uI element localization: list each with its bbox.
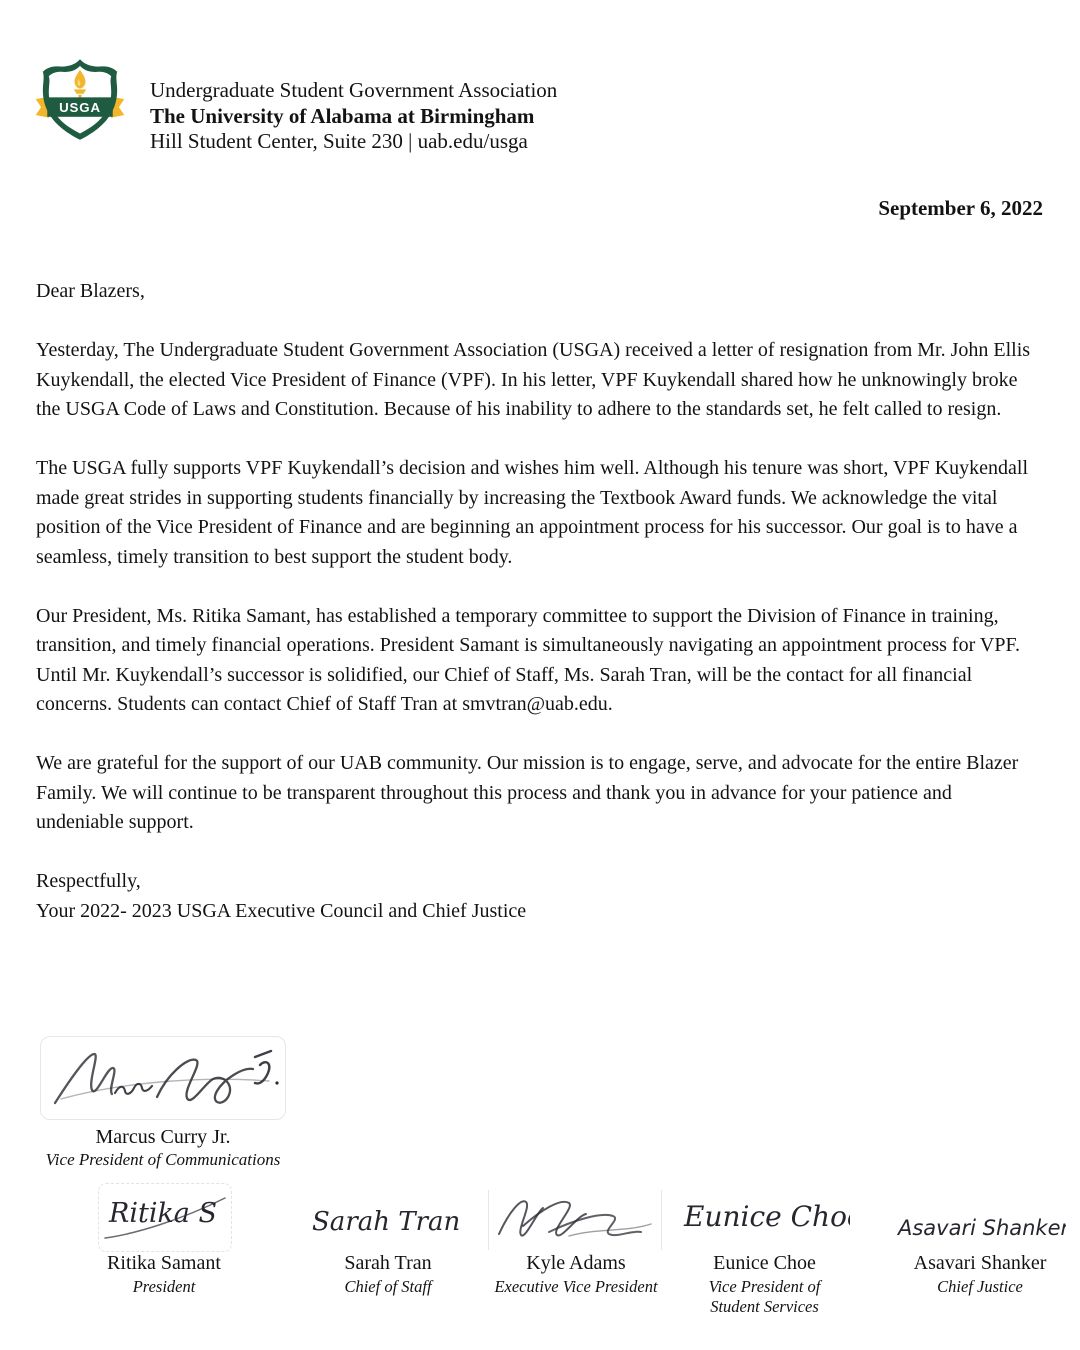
- signatory-block-kyle-adams: [466, 1252, 686, 1297]
- letterhead: [150, 78, 557, 155]
- signature-autograph-asavari-shanker: [896, 1208, 1066, 1246]
- paragraph-1: Yesterday, The Undergraduate Student Government Association (USGA) received a letter of resignation from Mr. John Ellis Kuykendall, the elected Vice President of Finance (VPF). In his letter, VPF Kuykendall shared how he unknowingly broke the USGA Code of Laws and Constitution. Because of his inability to adhere to the standards set, he felt called to resign.: [36, 339, 1031, 420]
- signatory-name-marcus-curry: Marcus Curry Jr.: [95, 1126, 231, 1148]
- usga-shield-logo: [34, 56, 126, 144]
- signatory-block-ritika-samant: [64, 1252, 264, 1297]
- signature-scrawl-marcus-curry: [41, 1037, 286, 1119]
- closing-line: Respectfully,: [36, 870, 141, 892]
- signature-image-eunice-choe: [680, 1192, 850, 1247]
- org-name-line: Undergraduate Student Government Association: [150, 78, 558, 102]
- signatory-block-asavari-shanker: [880, 1252, 1080, 1297]
- autograph-text-ritika: Ritika S: [109, 1198, 217, 1229]
- signatory-title: Executive Vice President: [494, 1277, 658, 1296]
- paragraph-3: Our President, Ms. Ritika Samant, has established a temporary committee to support the Division of Finance in training, transition, and timely financial operations. President Samant is simultaneously navigating an appointment process for VPF. Until Mr. Kuykendall’s successor is solidified, our Chief of Staff, Ms. Sarah Tran, will be the contact for all financial concerns. Students can contact Chief of Staff Tran at smvtran@uab.edu.: [36, 604, 1020, 715]
- autograph-text-sarah: Sarah Tran: [312, 1207, 461, 1237]
- signature-image-kyle-adams: [488, 1190, 662, 1250]
- signatory-title: Chief of Staff: [344, 1277, 432, 1296]
- closing-block: [36, 867, 1044, 926]
- autograph-text-eunice: Eunice Choe: [684, 1200, 850, 1233]
- paragraph-2: The USGA fully supports VPF Kuykendall’s decision and wishes him well. Although his tenure was short, VPF Kuykendall made great strides in supporting students financially by increasing the Textbook Award funds. We acknowledge the vital position of the Vice President of Finance and are beginning an appointment process for his successor. Our goal is to have a seamless, timely transition to best support the student body.: [36, 457, 1029, 568]
- address-line: Hill Student Center, Suite 230 | uab.edu/usga: [150, 129, 528, 153]
- logo-acronym: USGA: [59, 99, 101, 115]
- signature-image-marcus-curry: [40, 1036, 286, 1120]
- signatory-name: Sarah Tran: [344, 1252, 432, 1274]
- signature-image-ritika-samant: [98, 1183, 232, 1252]
- signature-image-asavari-shanker: [896, 1208, 1066, 1251]
- autograph-text-asavari: Asavari Shanker: [898, 1216, 1066, 1240]
- date-line: September 6, 2022: [878, 196, 1043, 220]
- signature-autograph-sarah-tran: [306, 1198, 466, 1244]
- closing-signoff-line: Your 2022- 2023 USGA Executive Council and Chief Justice: [36, 899, 527, 922]
- signatory-title: Vice President of Student Services: [708, 1277, 821, 1316]
- signatory-block-sarah-tran: [288, 1252, 488, 1297]
- signatory-title-marcus-curry: Vice President of Communications: [45, 1150, 281, 1169]
- letter-body: [36, 277, 1044, 926]
- salutation: Dear Blazers,: [36, 280, 145, 302]
- signatory-title: President: [132, 1277, 196, 1296]
- signature-autograph-eunice-choe: [680, 1192, 850, 1242]
- university-line: The University of Alabama at Birmingham: [150, 103, 535, 128]
- signature-image-sarah-tran: [306, 1198, 466, 1249]
- paragraph-4: We are grateful for the support of our UAB community. Our mission is to engage, serve, and advocate for the entire Blazer Family. We will continue to be transparent throughout this process and thank you in advance for your patience and undeniable support.: [36, 752, 1019, 833]
- signature-autograph-ritika-samant: [99, 1184, 231, 1246]
- signature-scrawl-kyle-adams: [489, 1190, 661, 1245]
- signatory-title: Chief Justice: [937, 1277, 1023, 1296]
- signatory-name: Asavari Shanker: [913, 1252, 1047, 1274]
- signatory-name: Eunice Choe: [713, 1252, 816, 1274]
- signatory-name: Ritika Samant: [107, 1252, 221, 1274]
- signatory-name: Kyle Adams: [526, 1252, 626, 1274]
- signatory-block-eunice-choe: [692, 1252, 837, 1317]
